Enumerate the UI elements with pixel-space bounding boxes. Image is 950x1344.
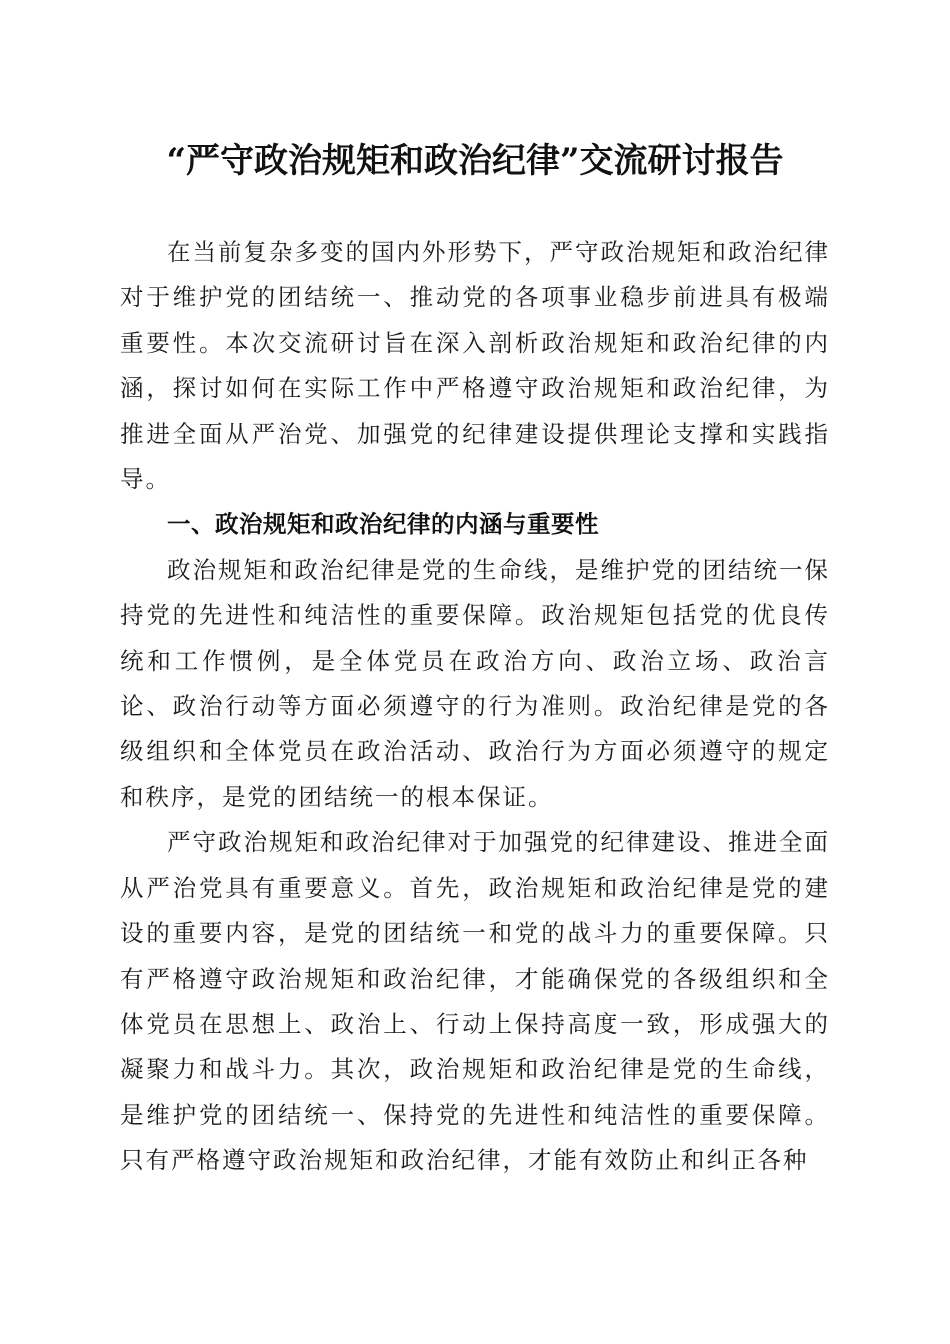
section-paragraph: 政治规矩和政治纪律是党的生命线，是维护党的团结统一保持党的先进性和纯洁性的重要保障。政治规矩包括党的优良传统和工作惯例，是全体党员在政治方向、政治立场、政治言论、政治行动等方面必须遵守的行为准则。政治纪律是党的各级组织和全体党员在政治活动、政治行为方面必须遵守的规定和秩序，是党的团结统一的根本保证。 <box>120 555 830 811</box>
document-body <box>120 230 830 1184</box>
intro-paragraph: 在当前复杂多变的国内外形势下，严守政治规矩和政治纪律对于维护党的团结统一、推动党的各项事业稳步前进具有极端重要性。本次交流研讨旨在深入剖析政治规矩和政治纪律的内涵，探讨如何在实际工作中严格遵守政治规矩和政治纪律，为推进全面从严治党、加强党的纪律建设提供理论支撑和实践指导。 <box>120 238 830 494</box>
section-heading: 一、政治规矩和政治纪律的内涵与重要性 <box>167 510 599 539</box>
section-paragraph: 严守政治规矩和政治纪律对于加强党的纪律建设、推进全面从严治党具有重要意义。首先，政治规矩和政治纪律是党的建设的重要内容，是党的团结统一和党的战斗力的重要保障。只有严格遵守政治规矩和政治纪律，才能确保党的各级组织和全体党员在思想上、政治上、行动上保持高度一致，形成强大的凝聚力和战斗力。其次，政治规矩和政治纪律是党的生命线，是维护党的团结统一、保持党的先进性和纯洁性的重要保障。只有严格遵守政治规矩和政治纪律，才能有效防止和纠正各种 <box>120 828 830 1175</box>
document-title: “严守政治规矩和政治纪律”交流研讨报告 <box>166 141 784 181</box>
